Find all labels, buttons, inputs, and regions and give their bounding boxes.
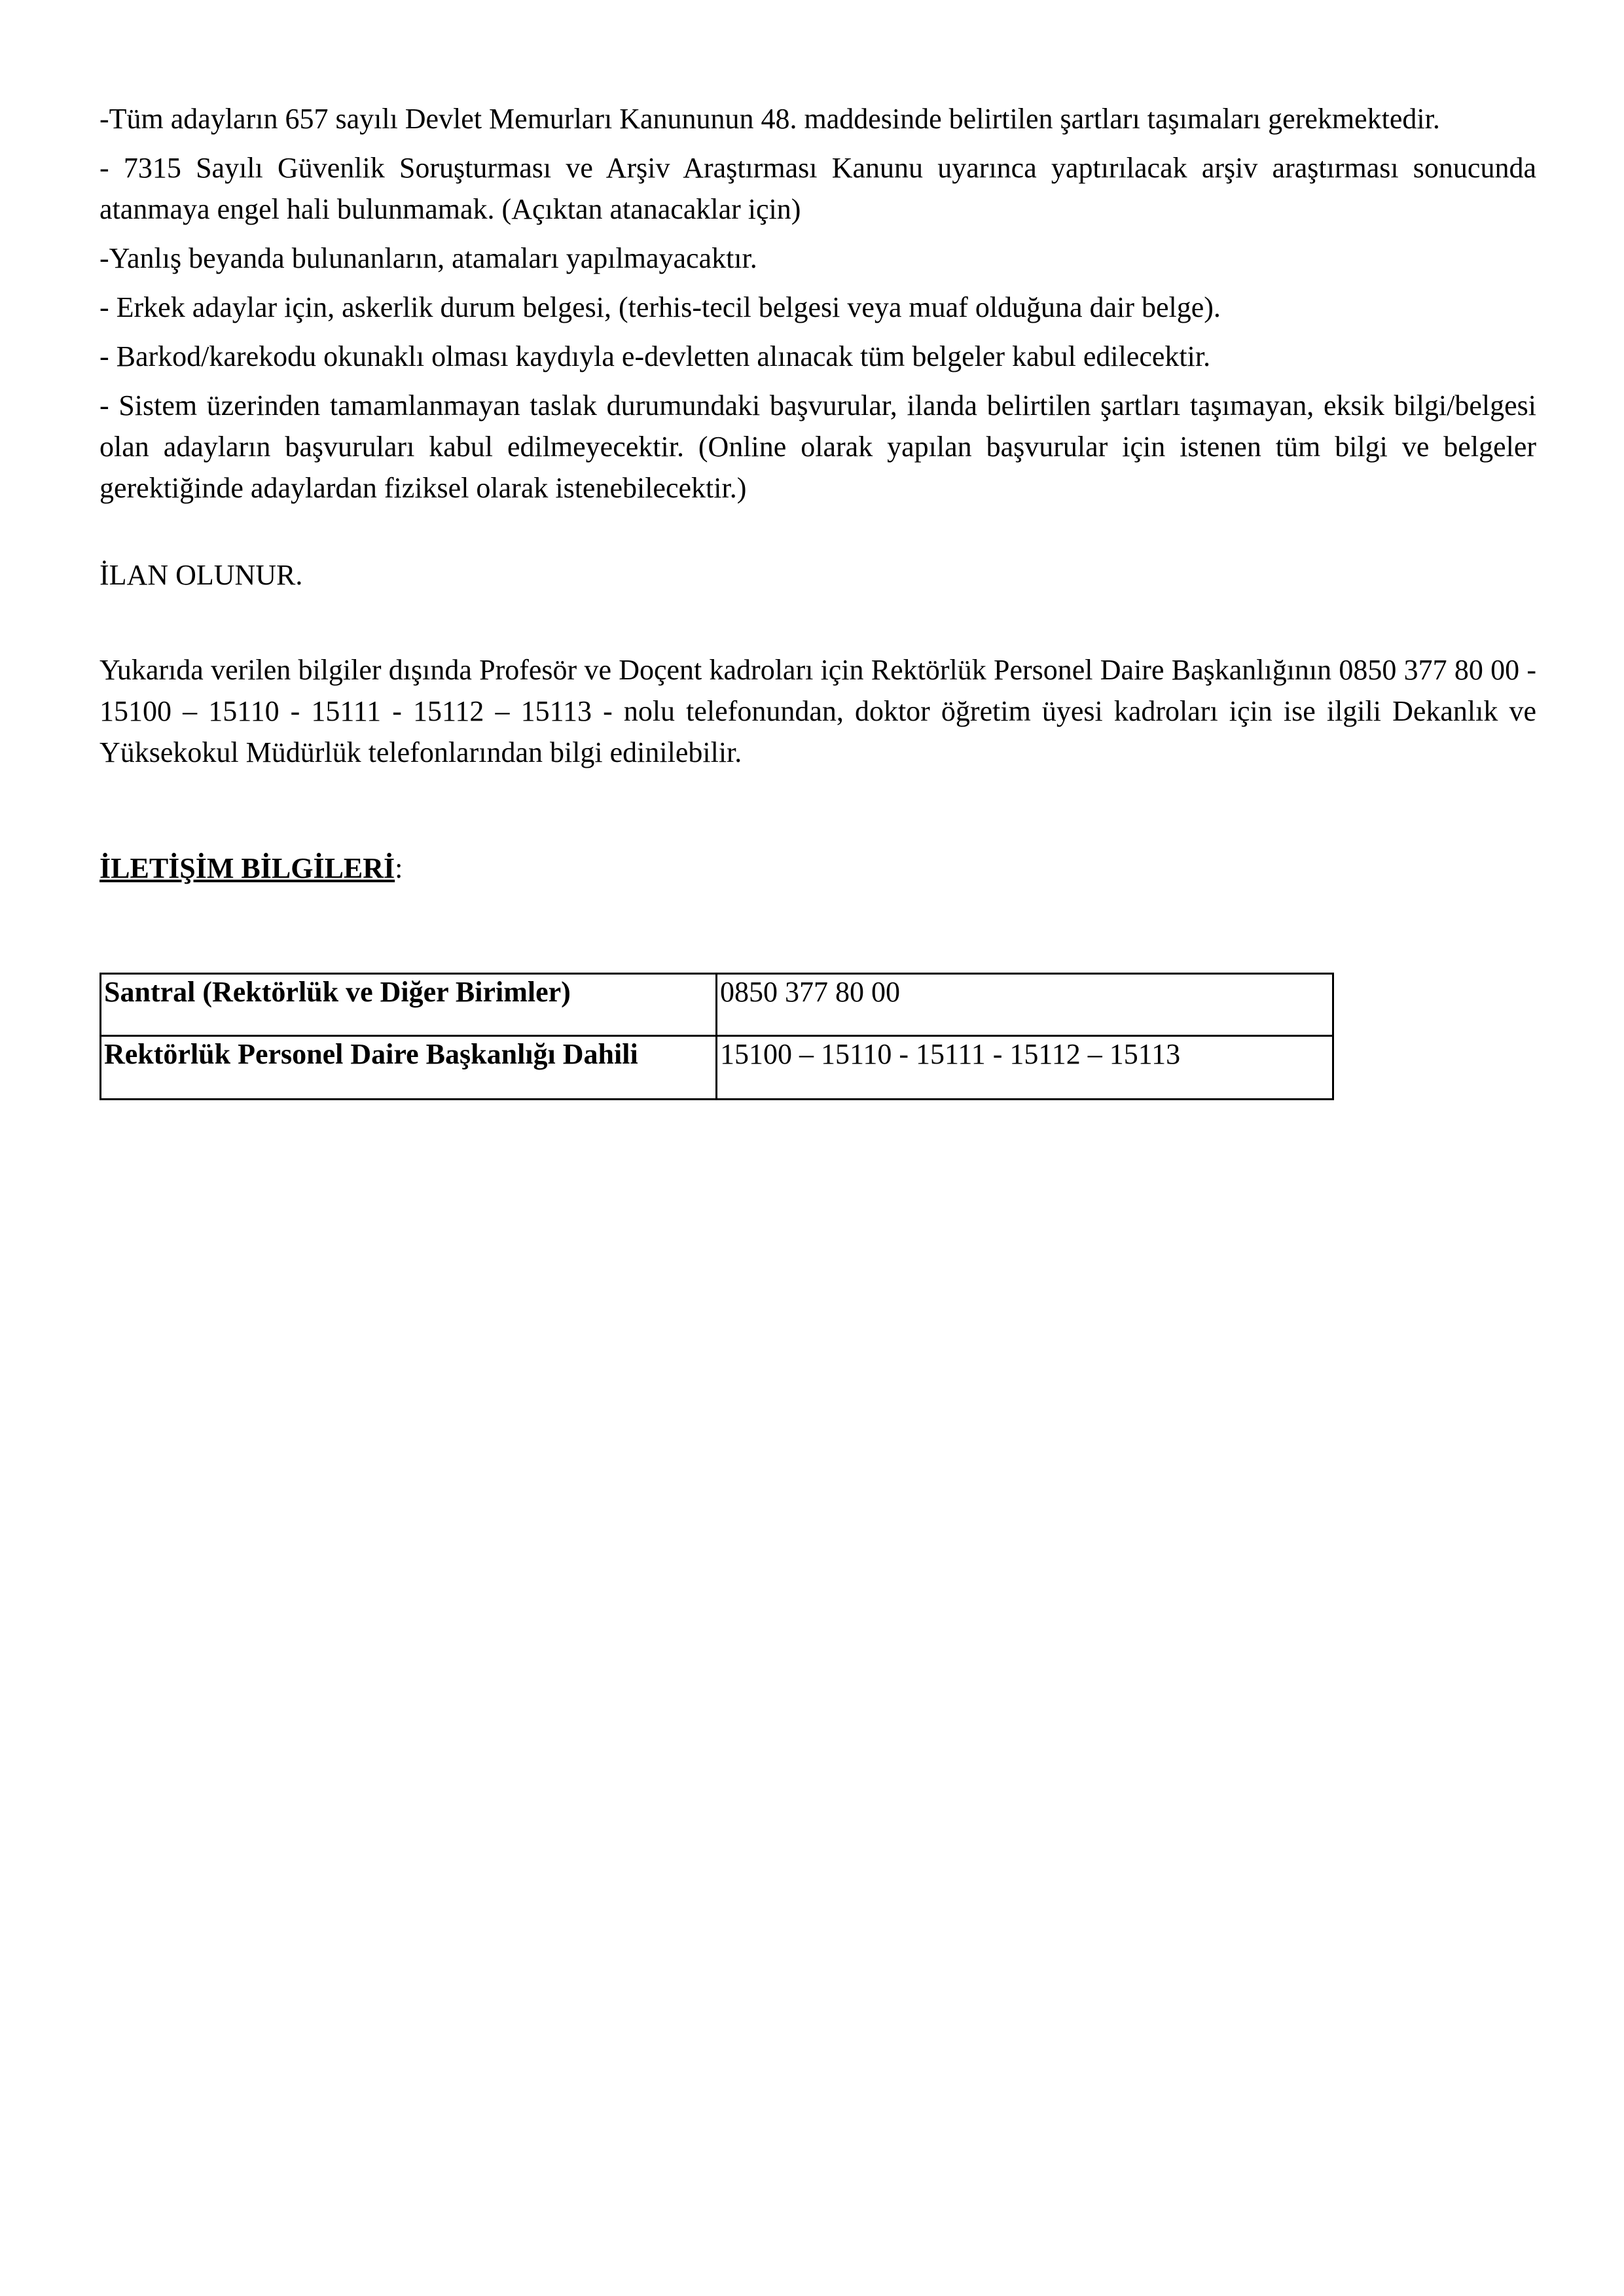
contact-value-cell: 0850 377 80 00: [717, 974, 1333, 1036]
spacer: [99, 781, 1536, 848]
contact-value-cell: 15100 – 15110 - 15111 - 15112 – 15113: [717, 1036, 1333, 1100]
contact-table: [99, 973, 1334, 1100]
table-row: [101, 974, 1333, 1036]
contact-label-cell: Rektörlük Personel Daire Başkanlığı Dahili: [101, 1036, 717, 1100]
info-paragraph: Yukarıda verilen bilgiler dışında Profesör ve Doçent kadroları için Rektörlük Personel Daire Başkanlığının 0850 377 80 00 - 15100 – 15110 - 15111 - 15112 – 15113 - nolu telefonundan, doktor öğretim üyesi kadroları için ise ilgili Dekanlık ve Yüksekokul Müdürlük telefonlarından bilgi edinilebilir.: [99, 654, 1536, 768]
contact-heading-line: [99, 848, 1536, 889]
contact-heading-colon: :: [395, 852, 403, 884]
requirement-paragraph: - Erkek adaylar için, askerlik durum belgesi, (terhis-tecil belgesi veya muaf olduğuna dair belge).: [99, 291, 1221, 323]
requirement-paragraph: -Tüm adayların 657 sayılı Devlet Memurları Kanununun 48. maddesinde belirtilen şartları taşımaları gerekmektedir.: [99, 103, 1440, 135]
contact-label-cell: Santral (Rektörlük ve Diğer Birimler): [101, 974, 717, 1036]
requirement-paragraph: - 7315 Sayılı Güvenlik Soruşturması ve Arşiv Araştırması Kanunu uyarınca yaptırılacak arşiv araştırması sonucunda atanmaya engel hali bulunmamak. (Açıktan atanacaklar için): [99, 152, 1536, 225]
document-page: [99, 98, 1536, 1100]
announcement-text: İLAN OLUNUR.: [99, 559, 303, 591]
requirement-paragraph: -Yanlış beyanda bulunanların, atamaları yapılmayacaktır.: [99, 242, 757, 274]
contact-heading: İLETİŞİM BİLGİLERİ: [99, 852, 395, 884]
requirement-paragraph: - Barkod/karekodu okunaklı olması kaydıyla e-devletten alınacak tüm belgeler kabul edilecektir.: [99, 340, 1211, 372]
spacer: [99, 897, 1536, 973]
spacer: [99, 603, 1536, 649]
table-row: [101, 1036, 1333, 1100]
requirement-paragraph: - Sistem üzerinden tamamlanmayan taslak durumundaki başvurular, ilanda belirtilen şartları taşımayan, eksik bilgi/belgesi olan adayların başvuruları kabul edilmeyecektir. (Online olarak yapılan başvurular için istenen tüm bilgi ve belgeler gerektiğinde adaylardan fiziksel olarak istenebilecektir.): [99, 389, 1536, 504]
spacer: [99, 516, 1536, 554]
